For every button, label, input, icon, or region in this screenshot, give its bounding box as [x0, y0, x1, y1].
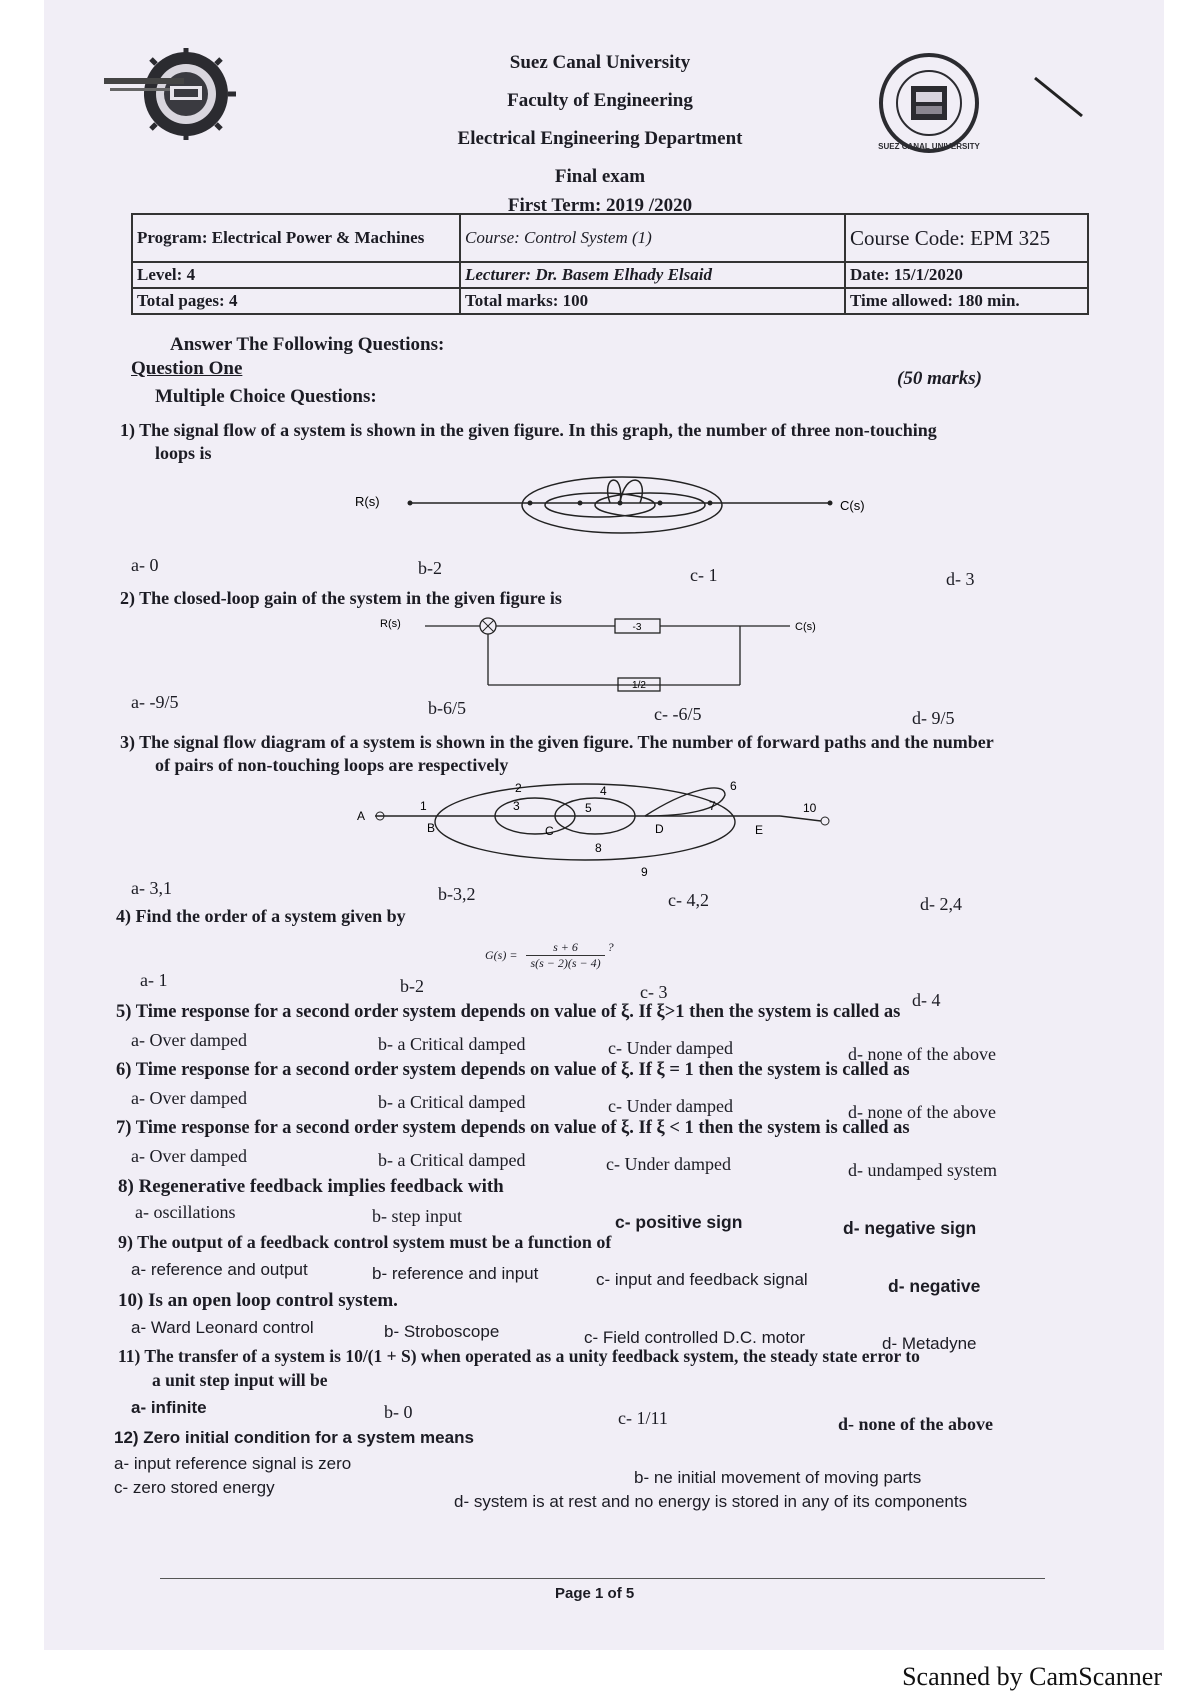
q7-text: 7) Time response for a second order system depends on value of ξ. If ξ < 1 then the system is called as: [116, 1118, 910, 1138]
q3-option-b: b-3,2: [438, 884, 476, 904]
svg-text:C(s): C(s): [795, 621, 816, 633]
q8-option-b: b- step input: [372, 1206, 462, 1226]
exam-info-table: [131, 213, 1089, 315]
q3-option-c: c- 4,2: [668, 890, 709, 910]
q1-option-b: b-2: [418, 558, 442, 578]
course-code-cell: Course Code: EPM 325: [845, 214, 1088, 262]
university-name: Suez Canal University: [509, 52, 691, 73]
q3-option-d: d- 2,4: [920, 894, 962, 914]
q1-option-c: c- 1: [690, 565, 718, 585]
exam-title: Final exam: [554, 166, 646, 187]
q4-equation-numerator: s + 6: [526, 940, 604, 956]
svg-text:3: 3: [513, 799, 520, 813]
q10-option-b: b- Stroboscope: [384, 1322, 500, 1341]
q1-signal-flow-figure: [350, 470, 900, 542]
total-marks-cell: Total marks: 100: [460, 288, 845, 314]
q11-option-d: d- none of the above: [838, 1414, 994, 1434]
svg-text:-3: -3: [632, 622, 642, 633]
q10-option-c: c- Field controlled D.C. motor: [584, 1328, 806, 1347]
q3-option-a: a- 3,1: [131, 878, 172, 898]
section-marks: (50 marks): [897, 368, 982, 389]
q4-option-a: a- 1: [140, 970, 168, 990]
q10-option-a: a- Ward Leonard control: [131, 1318, 314, 1337]
q3-signal-flow-figure: [355, 780, 855, 880]
q6-option-a: a- Over damped: [131, 1088, 247, 1108]
faculty-name: Faculty of Engineering: [507, 90, 693, 111]
q4-equation-fraction: [526, 940, 604, 971]
q12-option-c: c- zero stored energy: [114, 1478, 275, 1497]
footer-divider: [160, 1578, 1045, 1579]
q7-option-b: b- a Critical damped: [378, 1150, 526, 1170]
total-pages-cell: Total pages: 4: [132, 288, 460, 314]
q12-option-d: d- system is at rest and no energy is stored in any of its components: [454, 1492, 968, 1511]
q12-text: 12) Zero initial condition for a system means: [114, 1428, 474, 1447]
q3-text-line2: of pairs of non-touching loops are respectively: [155, 755, 509, 775]
q11-option-c: c- 1/11: [618, 1408, 668, 1428]
q4-option-c: c- 3: [640, 982, 668, 1002]
q6-option-b: b- a Critical damped: [378, 1092, 526, 1112]
q9-option-b: b- reference and input: [372, 1264, 539, 1283]
q7-option-a: a- Over damped: [131, 1146, 247, 1166]
svg-text:A: A: [357, 809, 366, 823]
q12-option-b: b- ne initial movement of moving parts: [634, 1468, 922, 1487]
svg-text:6: 6: [730, 780, 737, 793]
q11-option-b: b- 0: [384, 1402, 413, 1422]
page-number: Page 1 of 5: [555, 1585, 635, 1602]
q2-text: 2) The closed-loop gain of the system in the given figure is: [120, 588, 562, 608]
q4-option-b: b-2: [400, 976, 424, 996]
q9-text: 9) The output of a feedback control system must be a function of: [118, 1232, 612, 1252]
q4-option-d: d- 4: [912, 990, 941, 1010]
q4-equation-lhs: G(s) =: [485, 948, 518, 962]
svg-text:R(s): R(s): [380, 618, 401, 630]
q10-text: 10) Is an open loop control system.: [118, 1290, 398, 1311]
svg-text:E: E: [755, 823, 764, 837]
svg-text:C: C: [545, 824, 554, 838]
q5-option-d: d- none of the above: [848, 1044, 996, 1064]
q9-option-d: d- negative: [888, 1276, 981, 1296]
svg-text:1/2: 1/2: [632, 680, 646, 691]
q12-option-a: a- input reference signal is zero: [114, 1454, 352, 1473]
q7-option-c: c- Under damped: [606, 1154, 731, 1174]
svg-text:B: B: [427, 821, 436, 835]
svg-text:C(s): C(s): [840, 498, 865, 513]
section-subtitle: Multiple Choice Questions:: [155, 386, 377, 407]
q2-block-diagram: [370, 613, 850, 693]
q8-option-d: d- negative sign: [843, 1218, 977, 1238]
svg-text:9: 9: [641, 865, 648, 879]
q3-text: 3) The signal flow diagram of a system is shown in the given figure. The number of forward paths and the number: [120, 732, 994, 752]
q4-text: 4) Find the order of a system given by: [116, 906, 406, 926]
svg-text:7: 7: [709, 799, 716, 813]
program-cell: Program: Electrical Power & Machines: [132, 214, 460, 262]
q11-option-a: a- infinite: [131, 1398, 207, 1417]
svg-text:2: 2: [515, 781, 522, 795]
department-name: Electrical Engineering Department: [457, 128, 743, 149]
svg-text:5: 5: [585, 801, 592, 815]
section-title: Question One: [131, 358, 243, 379]
svg-text:1: 1: [420, 799, 427, 813]
q4-equation-question: ?: [607, 940, 614, 954]
q8-text: 8) Regenerative feedback implies feedback with: [118, 1176, 504, 1197]
instructions: Answer The Following Questions:: [170, 334, 445, 355]
date-cell: Date: 15/1/2020: [845, 262, 1088, 288]
time-allowed-cell: Time allowed: 180 min.: [845, 288, 1088, 314]
svg-text:D: D: [655, 822, 664, 836]
course-cell: Course: Control System (1): [460, 214, 845, 262]
q1-option-d: d- 3: [946, 569, 975, 589]
q2-option-d: d- 9/5: [912, 708, 955, 728]
q8-option-c: c- positive sign: [615, 1212, 743, 1232]
q10-option-d: d- Metadyne: [882, 1334, 977, 1353]
svg-text:8: 8: [595, 841, 602, 855]
q9-option-c: c- input and feedback signal: [596, 1270, 808, 1289]
q1-text: 1) The signal flow of a system is shown in the given figure. In this graph, the number of three non-touching: [120, 420, 937, 440]
q5-option-c: c- Under damped: [608, 1038, 733, 1058]
q4-equation-denominator: s(s − 2)(s − 4): [530, 956, 601, 970]
level-cell: Level: 4: [132, 262, 460, 288]
q4-equation: [485, 940, 614, 971]
q2-option-c: c- -6/5: [654, 704, 702, 724]
svg-text:10: 10: [803, 801, 817, 815]
svg-text:R(s): R(s): [355, 494, 380, 509]
q11-text-line2: a unit step input will be: [152, 1370, 328, 1390]
svg-text:SUEZ CANAL UNIVERSITY: SUEZ CANAL UNIVERSITY: [878, 142, 980, 151]
q1-option-a: a- 0: [131, 555, 159, 575]
q5-option-b: b- a Critical damped: [378, 1034, 526, 1054]
q5-text: 5) Time response for a second order system depends on value of ξ. If ξ>1 then the system is called as: [116, 1002, 901, 1022]
q5-option-a: a- Over damped: [131, 1030, 247, 1050]
q2-option-a: a- -9/5: [131, 692, 179, 712]
svg-text:4: 4: [600, 784, 607, 798]
q6-text: 6) Time response for a second order system depends on value of ξ. If ξ = 1 then the system is called as: [116, 1060, 910, 1080]
q7-option-d: d- undamped system: [848, 1160, 997, 1180]
q6-option-d: d- none of the above: [848, 1102, 996, 1122]
scanner-watermark: Scanned by CamScanner: [902, 1662, 1162, 1691]
q1-text-line2: loops is: [155, 443, 212, 463]
q2-option-b: b-6/5: [428, 698, 466, 718]
q11-text: 11) The transfer of a system is 10/(1 + S) when operated as a unity feedback system, the steady state error to: [118, 1346, 920, 1366]
q8-option-a: a- oscillations: [135, 1202, 236, 1222]
lecturer-cell: Lecturer: Dr. Basem Elhady Elsaid: [460, 262, 845, 288]
q6-option-c: c- Under damped: [608, 1096, 733, 1116]
q9-option-a: a- reference and output: [131, 1260, 308, 1279]
exam-term: First Term: 2019 /2020: [507, 195, 693, 216]
